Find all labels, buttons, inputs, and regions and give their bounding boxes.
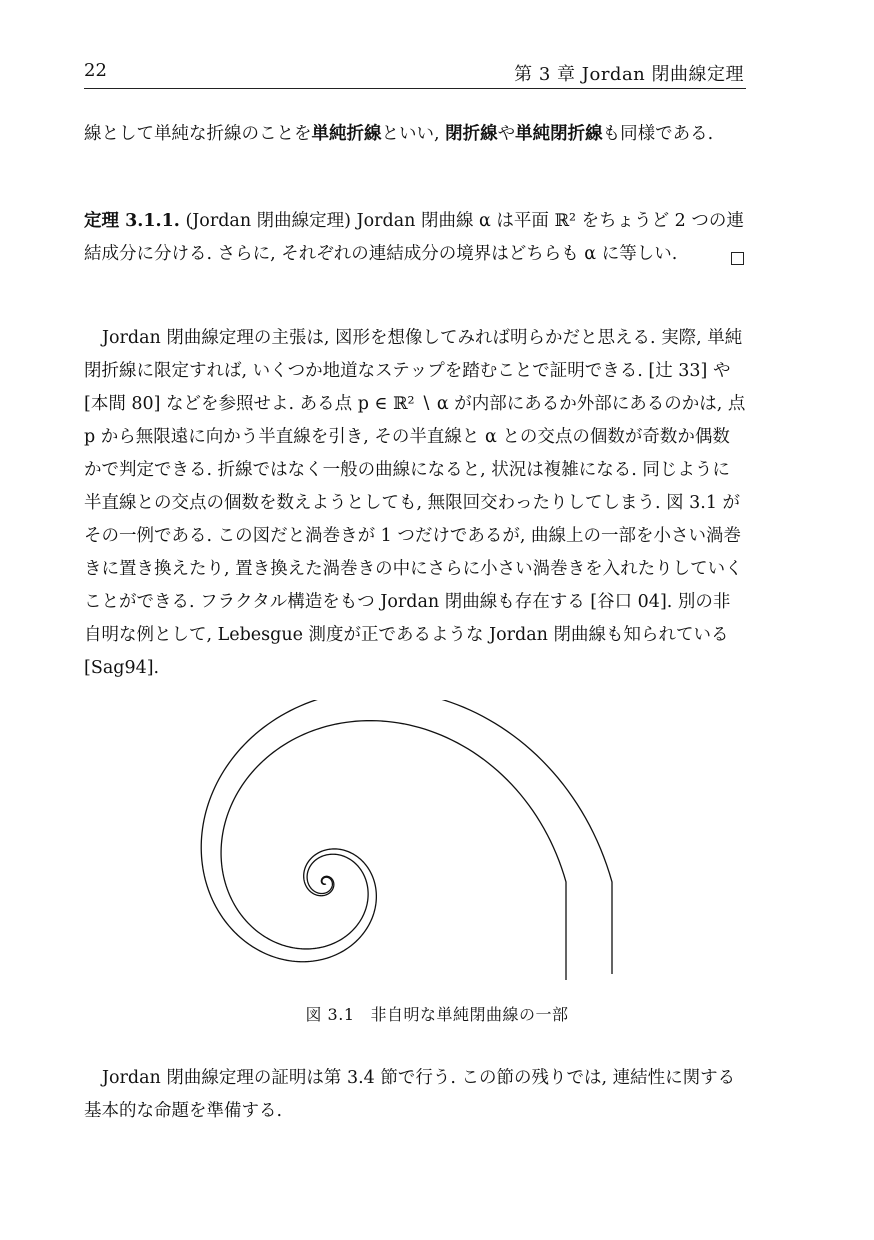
figure-number: 図 3.1 [305,1005,355,1024]
running-title: 第 3 章 Jordan 閉曲線定理 [514,64,744,85]
theorem-label: 定理 3.1.1. [84,211,180,231]
figure-caption [0,1002,874,1025]
intro-text-2: といい, [381,124,446,144]
term-simple-closed-polyline: 単純閉折線 [515,124,603,144]
closing-paragraph: Jordan 閉曲線定理の証明は第 3.4 節で行う. この節の残りでは, 連結性に関する基本的な命題を準備する. [84,1068,736,1121]
intro-text-3: や [497,124,516,144]
term-closed-polyline: 閉折線 [445,124,498,144]
page-number: 22 [84,60,107,81]
spiral-curve-outer [201,700,612,974]
spiral-curve-inner [221,721,566,980]
intro-text-1: 線として単純な折線のことを [84,124,312,144]
theorem-text: (Jordan 閉曲線定理) Jordan 閉曲線 α は平面 ℝ² をちょうど 2 つの連結成分に分ける. さらに, それぞれの連結成分の境界はどちらも α に等しい. [84,211,744,264]
term-simple-polyline: 単純折線 [311,124,382,144]
figure-caption-text: 非自明な単純閉曲線の一部 [370,1005,569,1024]
theorem-block [84,205,746,271]
spiral-figure [84,700,746,990]
body-paragraph: Jordan 閉曲線定理の主張は, 図形を想像してみれば明らかだと思える. 実際, 単純閉折線に限定すれば, いくつか地道なステップを踏むことで証明できる. [辻 33] や [本間 80] などを参照せよ. ある点 p ∈ ℝ² ∖ α が内部にあるか外部にあるのかは, 点 p から無限遠に向かう半直線を引き, その半直線と α との交点の個数が奇数か偶数かで判定できる. 折線ではなく一般の曲線になると, 状況は複雑になる. 同じように半直線との交点の個数を数えようとしても, 無限回交わったりしてしまう. 図 3.1 がその一例である. この図だと渦巻きが 1 つだけであるが, 曲線上の一部を小さい渦巻きに置き換えたり, 置き換えた渦巻きの中にさらに小さい渦巻きを入れたりしていくことができる. フラクタル構造をもつ Jordan 閉曲線も存在する [谷口 04]. 別の非自明な例として, Lebesgue 測度が正であるような Jordan 閉曲線も知られている [Sag94]. [84,328,746,678]
page-header [84,58,746,89]
intro-paragraph [84,118,746,151]
intro-text-4: も同様である. [602,124,714,144]
qed-square-icon [731,252,744,265]
